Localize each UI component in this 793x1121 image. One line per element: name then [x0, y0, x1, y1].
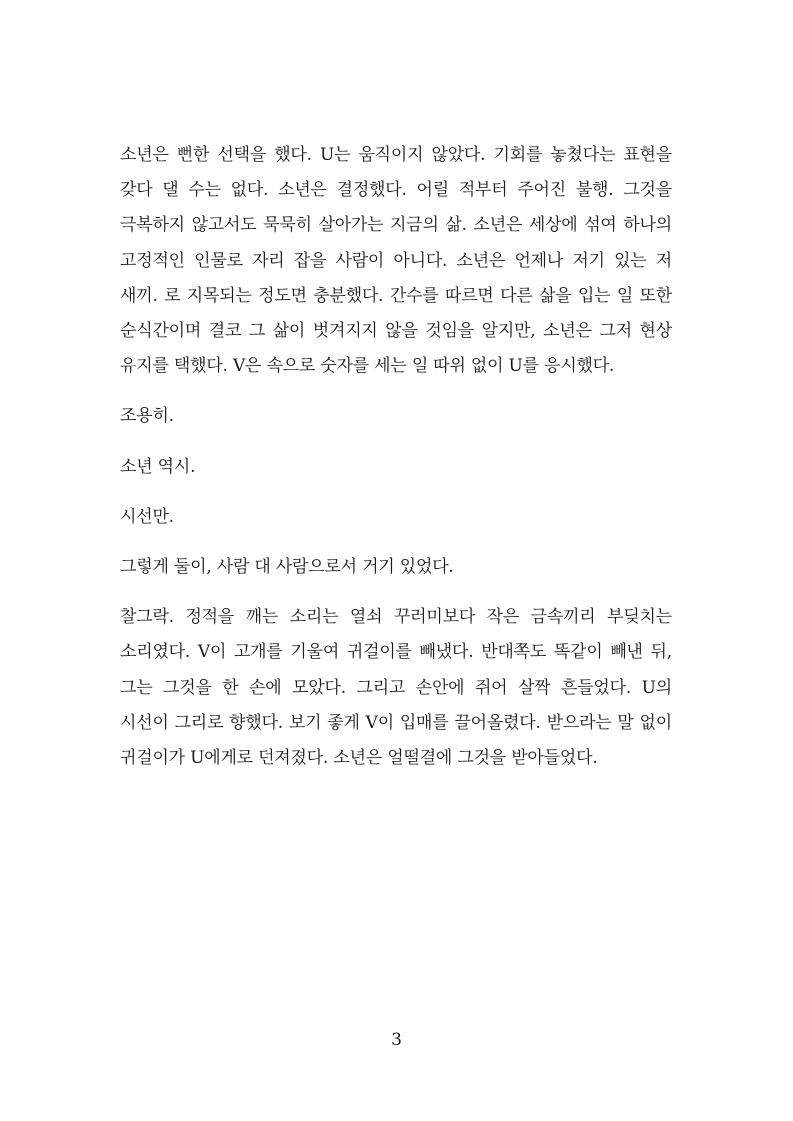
- page-number: 3: [391, 1030, 402, 1050]
- paragraph: 찰그락. 정적을 깨는 소리는 열쇠 꾸러미보다 작은 금속끼리 부딪치는 소리였다. V이 고개를 기울여 귀걸이를 빼냈다. 반대쪽도 똑같이 빼낸 뒤, 그는 그것을 한 손에 모았다. 그리고 손안에 쥐어 살짝 흔들었다. U의 시선이 그리로 향했다. 보기 좋게 V이 입매를 끌어올렸다. 받으라는 말 없이 귀걸이가 U에게로 던져졌다. 소년은 얼떨결에 그것을 받아들었다.: [120, 607, 672, 769]
- paragraph: 시선만.: [120, 506, 174, 527]
- paragraph: 조용히.: [120, 406, 174, 427]
- document-body: [120, 138, 672, 791]
- paragraph: 그렇게 둘이, 사람 대 사람으로서 거기 있었다.: [120, 557, 454, 578]
- paragraph: 소년 역시.: [120, 456, 196, 477]
- paragraph: 소년은 뻔한 선택을 했다. U는 움직이지 않았다. 기회를 놓쳤다는 표현을 갖다 댈 수는 없다. 소년은 결정했다. 어릴 적부터 주어진 불행. 그것을 극복하지 않고서도 묵묵히 살아가는 지금의 삶. 소년은 세상에 섞여 하나의 고정적인 인물로 자리 잡을 사람이 아니다. 소년은 언제나 저기 있는 저 새끼. 로 지목되는 정도면 충분했다. 간수를 따르면 다른 삶을 입는 일 또한 순식간이며 결코 그 삶이 벗겨지지 않을 것임을 알지만, 소년은 그저 현상 유지를 택했다. V은 속으로 숫자를 세는 일 따위 없이 U를 응시했다.: [120, 145, 672, 377]
